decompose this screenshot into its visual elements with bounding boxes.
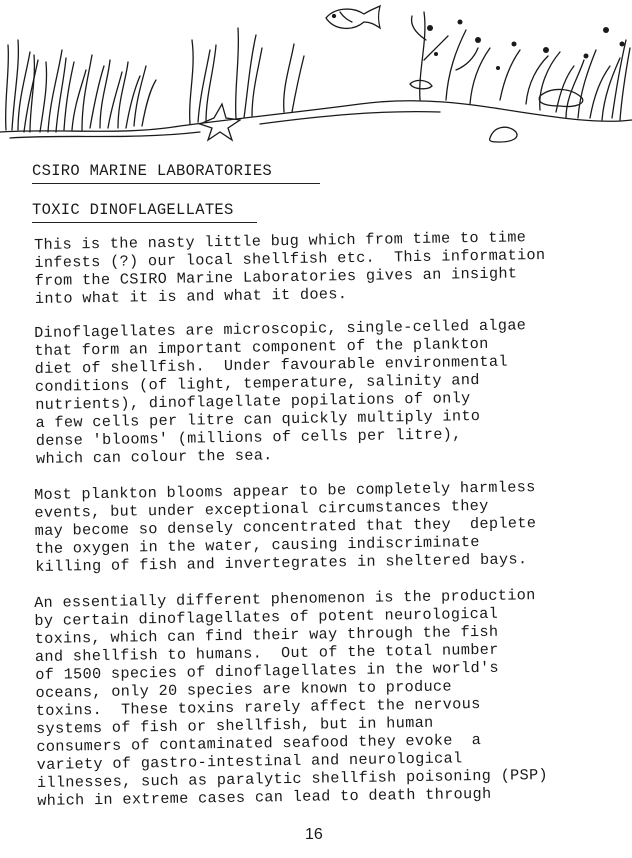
document-title-text: TOXIC DINOFLAGELLATES [32,201,234,219]
title-underline [32,222,257,223]
paragraph-blooms: Most plankton blooms appear to be completely harmless events, but under exceptional circumstances they may become so densely concentrated that they deplete the oxygen in the water, causing indiscriminate killing of fish and invertegrates in sheltered bays. [34,478,537,576]
paragraph-toxins: An essentially different phenomenon is the production by certain dinoflagellates of potent neurological toxins, which can find their way through the fish and shellfish to humans. Out of the total number of 1500 species of dinoflagellates in the world's oceans, only 20 species are known to produce toxins. These toxins rarely affect the nervous systems of fish or shellfish, but in human consumers of contaminated seafood they evoke a variety of gastro-intestinal and neurological illnesses, such as paralytic shellfish poisoning (PSP) which in extreme cases can lead to death through [34,586,549,810]
organization-heading-text: CSIRO MARINE LABORATORIES [32,162,273,180]
page-number: 16 [305,826,323,843]
underwater-scene-icon [0,0,632,148]
paragraph-definition: Dinoflagellates are microscopic, single-celled algae that form an important component of the plankton diet of shellfish. Under favourable environmental conditions (of light, temperature, salinity and nutrients), dinoflagellate popilations of only a few cells per litre can quickly multiply into dense 'blooms' (millions of cells per litre), which can colour the sea. [34,316,527,468]
organization-heading [32,162,272,180]
paragraph-intro: This is the nasty little bug which from time to time infests (?) our local shellfish etc. This information from the CSIRO Marine Laboratories gives an insight into what it is and what it does. [34,228,546,308]
document-title [32,201,234,219]
heading-underline [32,183,320,184]
